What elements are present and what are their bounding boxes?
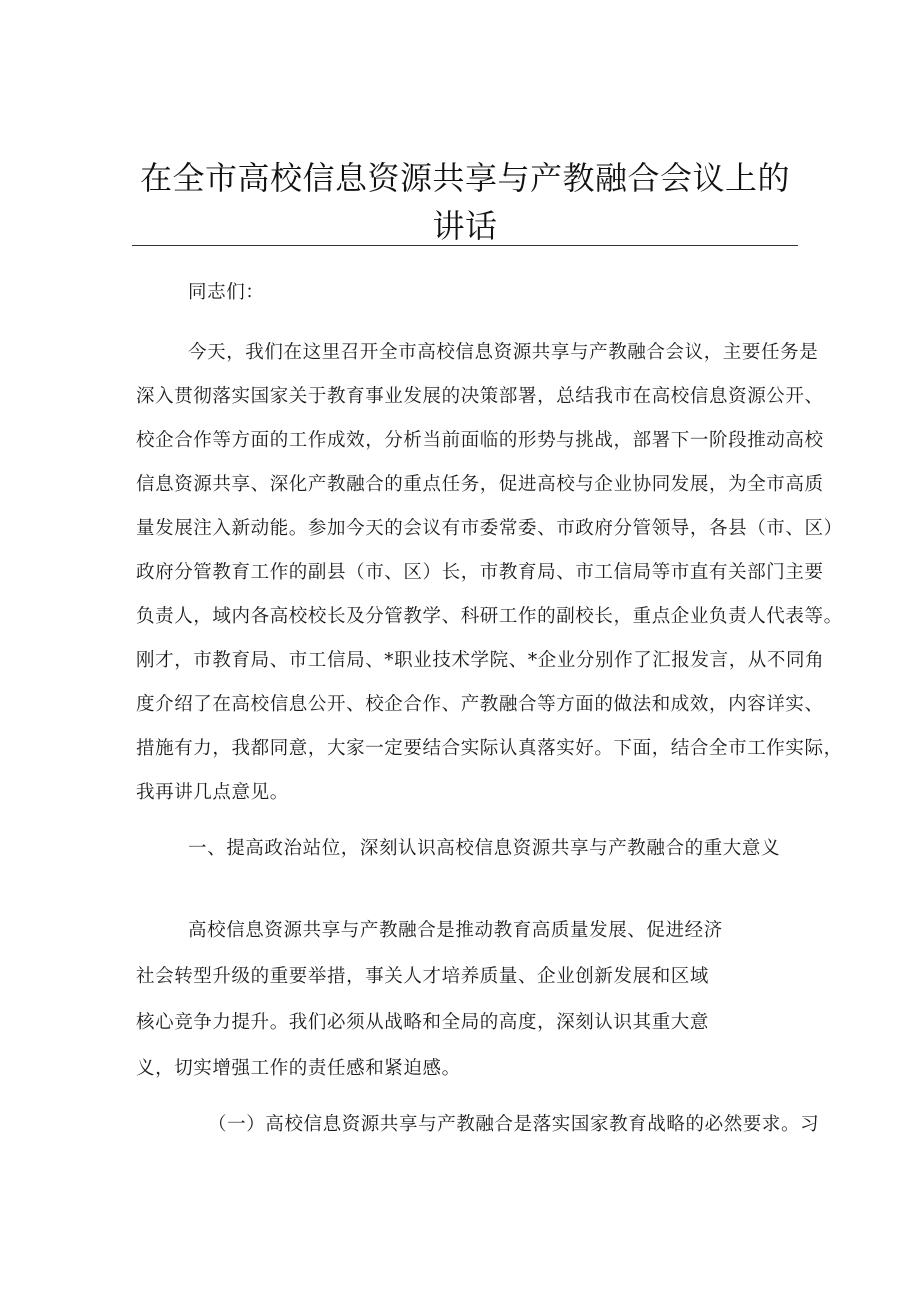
paragraph-1-line: 深入贯彻落实国家关于教育事业发展的决策部署，总结我市在高校信息资源公开、: [136, 386, 824, 407]
paragraph-1-line: 我再讲几点意见。: [136, 782, 289, 803]
paragraph-2-line: 社会转型升级的重要举措，事关人才培养质量、企业创新发展和区域: [136, 966, 710, 987]
paragraph-1-line: 措施有力，我都同意，大家一定要结合实际认真落实好。下面，结合全市工作实际，: [136, 738, 843, 759]
document-title-line-1: 在全市高校信息资源共享与产教融合会议上的: [139, 159, 790, 197]
salutation: 同志们：: [188, 282, 265, 303]
subsection-heading-1: （一）高校信息资源共享与产教融合是落实国家教育战略的必然要求。习: [208, 1114, 820, 1135]
paragraph-2-line: 高校信息资源共享与产教融合是推动教育高质量发展、促进经济: [188, 920, 723, 941]
paragraph-1-line: 刚才，市教育局、市工信局、*职业技术学院、*企业分别作了汇报发言，从不同角: [136, 650, 825, 671]
paragraph-1-line: 信息资源共享、深化产教融合的重点任务，促进高校与企业协同发展，为全市高质: [136, 474, 824, 495]
document-title-line-2: 讲话: [432, 207, 498, 245]
paragraph-1-line: 校企合作等方面的工作成效，分析当前面临的形势与挑战，部署下一阶段推动高校: [136, 430, 824, 451]
paragraph-1-line: 负责人，域内各高校校长及分管教学、科研工作的副校长，重点企业负责人代表等。: [136, 606, 843, 627]
paragraph-1-line: 今天，我们在这里召开全市高校信息资源共享与产教融合会议，主要任务是: [188, 342, 819, 363]
paragraph-2-line: 义，切实增强工作的责任感和紧迫感。: [136, 1058, 461, 1079]
paragraph-1-line: 政府分管教育工作的副县（市、区）长，市教育局、市工信局等市直有关部门主要: [136, 562, 824, 583]
section-heading-1: 一、提高政治站位，深刻认识高校信息资源共享与产教融合的重大意义: [188, 838, 781, 859]
paragraph-1-line: 量发展注入新动能。参加今天的会议有市委常委、市政府分管领导，各县（市、区）: [136, 518, 843, 539]
title-divider: [132, 245, 798, 246]
paragraph-2-line: 核心竞争力提升。我们必须从战略和全局的高度，深刻认识其重大意: [136, 1012, 710, 1033]
paragraph-1-line: 度介绍了在高校信息公开、校企合作、产教融合等方面的做法和成效，内容详实、: [136, 694, 824, 715]
